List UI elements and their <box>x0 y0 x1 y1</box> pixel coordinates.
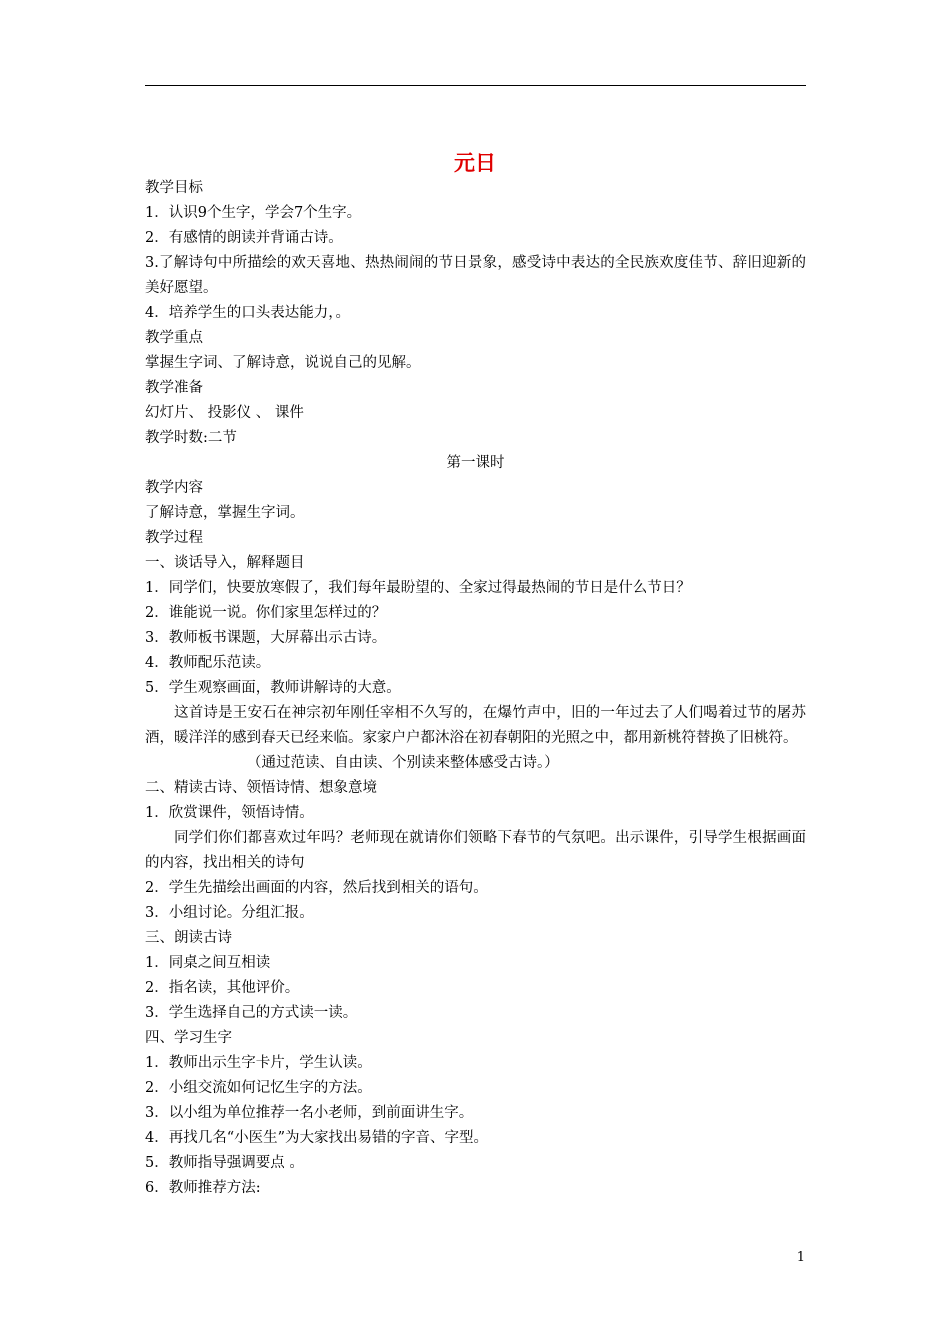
objective-item: 3.了解诗句中所描绘的欢天喜地、热热闹闹的节日景象，感受诗中表达的全民族欢度佳节、辞旧迎新的美好愿望。 <box>145 255 806 296</box>
step-item: 3．教师板书课题，大屏幕出示古诗。 <box>145 630 387 646</box>
step-heading: 一、谈话导入，解释题目 <box>145 555 305 571</box>
step-item: 2．指名读，其他评价。 <box>145 980 300 996</box>
step-item: 5．教师指导强调要点 。 <box>145 1155 304 1171</box>
preparation-text: 幻灯片、 投影仪 、 课件 <box>145 405 304 421</box>
step-item: 1．欣赏课件，领悟诗情。 <box>145 805 314 821</box>
step-item: 2．谁能说一说。你们家里怎样过的？ <box>145 605 387 621</box>
document-title: 元日 <box>454 151 496 175</box>
step-heading: 四、学习生字 <box>145 1030 232 1046</box>
poem-explanation-paragraph: 这首诗是王安石在神宗初年刚任宰相不久写的，在爆竹声中，旧的一年过去了人们喝着过节的屠苏酒，暖洋洋的感到春天已经来临。家家户户都沐浴在初春朝阳的光照之中，都用新桃符替换了旧桃符。 <box>145 705 806 746</box>
step-item: 3．以小组为单位推荐一名小老师，到前面讲生字。 <box>145 1105 474 1121</box>
teaching-hours: 教学时数:二节 <box>145 430 237 446</box>
content-text: 了解诗意，掌握生字词。 <box>145 505 305 521</box>
page-number: 1 <box>796 1250 805 1265</box>
courseware-paragraph: 同学们你们都喜欢过年吗？老师现在就请你们领略下春节的气氛吧。出示课件，引导学生根据画面的内容，找出相关的诗句 <box>145 830 806 871</box>
step-heading: 二、精读古诗、领悟诗情、想象意境 <box>145 780 377 796</box>
step-item: 1．教师出示生字卡片，学生认读。 <box>145 1055 372 1071</box>
header-rule <box>145 85 806 86</box>
document-body <box>145 176 806 1201</box>
step-item: 1．同学们，快要放寒假了，我们每年最盼望的、全家过得最热闹的节日是什么节日？ <box>145 580 691 596</box>
section-heading-process: 教学过程 <box>145 530 203 546</box>
step-heading: 三、朗读古诗 <box>145 930 232 946</box>
objective-item: 1．认识9个生字，学会7个生字。 <box>145 205 362 221</box>
step-item: 2．学生先描绘出画面的内容，然后找到相关的语句。 <box>145 880 488 896</box>
key-point-text: 掌握生字词、了解诗意，说说自己的见解。 <box>145 355 421 371</box>
step-item: 6．教师推荐方法: <box>145 1180 261 1196</box>
step-item: 1．同桌之间互相读 <box>145 955 271 971</box>
section-heading-key-points: 教学重点 <box>145 330 203 346</box>
reading-note: （通过范读、自由读、个别读来整体感受古诗。） <box>247 755 559 771</box>
objective-item: 4．培养学生的口头表达能力，。 <box>145 305 350 321</box>
step-item: 5．学生观察画面，教师讲解诗的大意。 <box>145 680 401 696</box>
step-item: 4．教师配乐范读。 <box>145 655 271 671</box>
lesson-heading: 第一课时 <box>446 455 505 471</box>
step-item: 3．小组讨论。分组汇报。 <box>145 905 314 921</box>
section-heading-content: 教学内容 <box>145 480 203 496</box>
step-item: 4．再找几名“小医生”为大家找出易错的字音、字型。 <box>145 1130 489 1146</box>
objective-item: 2．有感情的朗读并背诵古诗。 <box>145 230 343 246</box>
step-item: 3．学生选择自己的方式读一读。 <box>145 1005 358 1021</box>
step-item: 2．小组交流如何记忆生字的方法。 <box>145 1080 372 1096</box>
section-heading-preparation: 教学准备 <box>145 380 203 396</box>
section-heading-objectives: 教学目标 <box>145 180 203 196</box>
